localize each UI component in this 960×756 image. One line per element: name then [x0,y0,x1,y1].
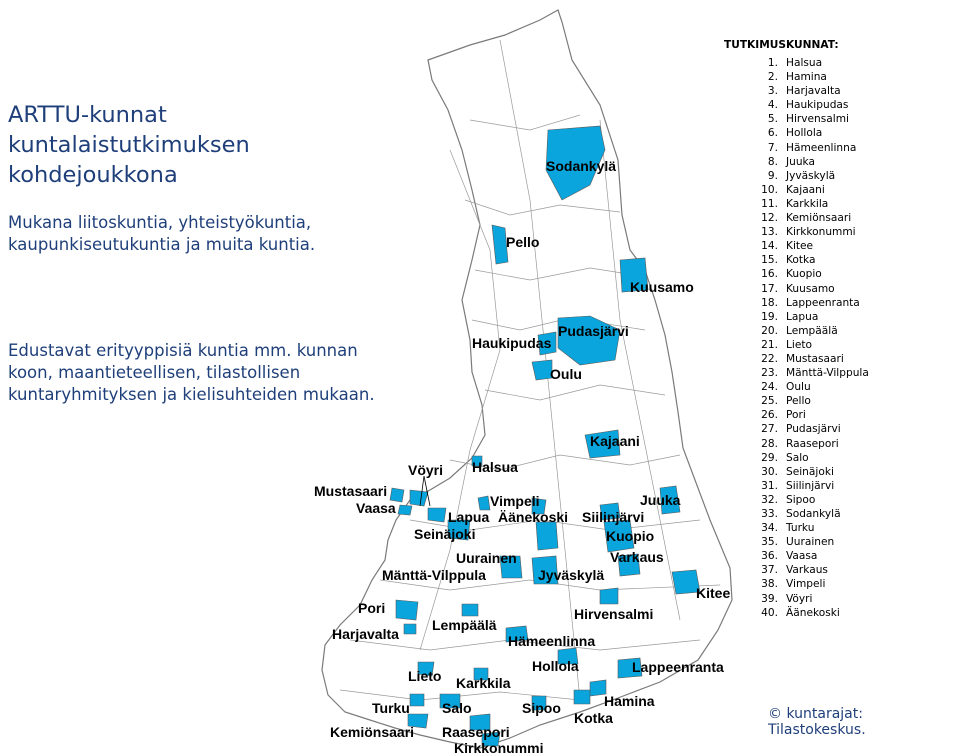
legend-item-number: 31. [761,479,778,492]
legend-item-name: Turku [786,522,815,535]
legend-item [724,451,960,465]
page-title: ARTTU-kunnat kuntalaistutkimuksen kohdejoukkona [8,102,250,188]
legend-item-number: 13. [761,226,778,239]
legend-item [724,155,960,169]
legend-item-name: Halsua [786,57,823,69]
map-label-hollola: Hollola [532,658,579,674]
legend-item-name: Kuusamo [786,282,835,295]
legend-item-number: 20. [761,324,778,337]
legend-item-number: 1. [767,57,778,69]
legend-item-name: Vöyri [786,592,813,605]
legend-item-name: Oulu [786,381,811,394]
legend-item [724,84,960,98]
map-label-kuusamo: Kuusamo [630,279,694,295]
legend-item-name: Uurainen [786,536,835,549]
legend-item-number: 3. [767,85,778,98]
map-label-varkaus: Varkaus [610,549,664,565]
map-label-manttavilppula: Mänttä-Vilppula [382,567,486,583]
legend-item-name: Sodankylä [786,508,841,520]
legend-list [724,56,960,620]
legend-item-name: Salo [786,451,809,464]
legend-item-number: 32. [761,493,778,506]
map-label-lieto: Lieto [408,668,442,684]
legend-item-name: Kuopio [786,268,822,281]
map-label-lappeenranta: Lappeenranta [632,659,724,675]
legend-item-name: Sipoo [786,493,816,506]
map-label-hameenlinna: Hämeenlinna [508,633,596,649]
vaasa-area [398,505,412,515]
source-credit: © kuntarajat: Tilastokeskus. [768,706,866,738]
legend [724,38,960,620]
legend-item-number: 2. [767,71,778,84]
legend-item [724,338,960,352]
legend-item [724,70,960,84]
lempaala-area [462,604,478,616]
legend-item-number: 10. [761,183,778,196]
legend-item [724,141,960,155]
legend-item [724,577,960,591]
legend-item-number: 26. [761,409,778,422]
map-label-pori: Pori [358,600,386,616]
map-label-vimpeli: Vimpeli [490,493,540,509]
legend-item-number: 34. [761,522,778,535]
legend-item-number: 7. [767,141,778,154]
hirvensalmi-area [600,588,618,604]
legend-item-number: 14. [761,240,778,253]
legend-item-name: Kajaani [786,183,825,196]
legend-item-name: Hämeenlinna [786,141,857,154]
legend-item-name: Raasepori [786,437,839,450]
legend-item-name: Kirkkonummi [786,226,856,239]
legend-item [724,479,960,493]
vimpeli-area [478,496,490,510]
map-label-juuka: Juuka [640,492,681,508]
pori-area [396,600,418,620]
legend-item [724,98,960,112]
legend-item [724,352,960,366]
legend-item-number: 5. [767,113,778,126]
map-label-siilinjarvi: Siilinjärvi [582,509,645,525]
legend-item [724,563,960,577]
harjavalta-area [404,624,416,634]
legend-item [724,437,960,451]
uurainen-area [536,522,558,550]
legend-item-number: 38. [761,578,778,591]
map-label-haukipudas: Haukipudas [472,335,552,351]
page-description: Edustavat erityyppisiä kuntia mm. kunnan koon, maantieteellisen, tilastollisen kuntaryhmityksen ja kielisuhteiden mukaan. [8,341,375,404]
legend-item-number: 21. [761,338,778,351]
legend-item-name: Lappeenranta [786,296,860,309]
turku-area [410,694,424,706]
legend-item-number: 9. [767,169,778,182]
legend-item-number: 28. [761,437,778,450]
map-label-kirkkonummi: Kirkkonummi [454,740,544,756]
legend-item-name: Juuka [786,155,815,168]
legend-item-name: Lapua [786,310,819,323]
legend-item-name: Pudasjärvi [786,423,841,436]
map-label-raasepori: Raasepori [442,724,510,740]
legend-item [724,366,960,380]
legend-item-name: Kotka [786,254,816,267]
legend-item-number: 30. [761,465,778,478]
map-label-hamina: Hamina [604,693,655,709]
legend-item-name: Lieto [786,338,812,351]
legend-item-name: Mustasaari [786,352,844,365]
map-label-uurainen: Uurainen [456,550,517,566]
map-label-kajaani: Kajaani [590,433,640,449]
map-label-kuopio: Kuopio [606,528,655,544]
map-label-aanekoski: Äänekoski [498,509,569,525]
legend-item-number: 22. [761,352,778,365]
legend-item [724,394,960,408]
legend-item-number: 11. [761,197,778,210]
legend-item [724,507,960,521]
legend-item-number: 15. [761,254,778,267]
map-label-jyvaskyla: Jyväskylä [538,567,605,583]
map-label-lapua: Lapua [448,509,490,525]
map-label-voyri: Vöyri [408,462,444,478]
legend-item [724,296,960,310]
legend-item-name: Jyväskylä [786,169,836,182]
legend-item-number: 18. [761,296,778,309]
legend-item [724,225,960,239]
legend-item-name: Mänttä-Vilppula [786,367,869,380]
legend-item-name: Vimpeli [786,578,826,591]
legend-item-name: Haukipudas [786,99,849,112]
map-label-karkkila: Karkkila [456,675,511,691]
legend-item [724,253,960,267]
legend-item [724,310,960,324]
legend-item [724,380,960,394]
kotka-area [574,690,590,704]
legend-item [724,324,960,338]
legend-item-number: 23. [761,367,778,380]
map-label-turku: Turku [372,700,410,716]
map-label-seinajoki: Seinäjoki [414,526,476,542]
legend-item-number: 33. [761,508,778,520]
legend-item [724,169,960,183]
legend-item-name: Lempäälä [786,324,838,337]
legend-item-name: Siilinjärvi [786,479,835,492]
map-label-lempaala: Lempäälä [432,617,497,633]
legend-item-number: 36. [761,550,778,563]
map-label-vaasa: Vaasa [356,500,396,516]
map-label-sodankyla: Sodankylä [546,158,617,174]
finland-map [300,0,770,756]
legend-item-number: 35. [761,536,778,549]
legend-item-name: Kemiönsaari [786,212,852,225]
legend-item-number: 24. [761,381,778,394]
legend-item-number: 16. [761,268,778,281]
map-label-kitee: Kitee [696,585,731,601]
legend-item [724,592,960,606]
legend-item [724,56,960,70]
legend-item-name: Äänekoski [786,606,840,619]
legend-item-name: Hollola [786,127,823,140]
legend-item [724,521,960,535]
legend-item-number: 12. [761,212,778,225]
legend-item-name: Pori [786,409,806,422]
legend-item-number: 4. [767,99,778,112]
legend-item [724,211,960,225]
legend-item [724,549,960,563]
map-label-halsua: Halsua [472,459,518,475]
legend-item-name: Seinäjoki [786,465,834,478]
legend-item [724,267,960,281]
legend-item-name: Vaasa [786,550,818,563]
legend-item [724,422,960,436]
legend-item [724,197,960,211]
legend-item [724,606,960,620]
legend-item-name: Pello [786,395,811,408]
map-label-harjavalta: Harjavalta [332,626,399,642]
legend-title: TUTKIMUSKUNNAT: [724,39,839,51]
map-label-mustasaari: Mustasaari [314,483,388,499]
legend-item-name: Kitee [786,240,814,253]
legend-item [724,465,960,479]
legend-item [724,535,960,549]
map-label-kotka: Kotka [574,710,613,726]
legend-item-name: Hamina [786,71,827,84]
legend-item-number: 27. [761,423,778,436]
legend-item [724,112,960,126]
legend-item [724,408,960,422]
legend-item-number: 37. [761,564,778,577]
legend-item-number: 6. [767,127,778,140]
legend-item-name: Varkaus [786,564,828,577]
map-label-pudasjarvi: Pudasjärvi [558,323,629,339]
legend-item-name: Karkkila [786,197,829,210]
page-subtitle: Mukana liitoskuntia, yhteistyökuntia, kaupunkiseutukuntia ja muita kuntia. [8,213,316,254]
legend-item [724,183,960,197]
map-label-hirvensalmi: Hirvensalmi [574,606,654,622]
map-label-salo: Salo [442,700,472,716]
map-label-sipoo: Sipoo [522,700,561,716]
legend-item-name: Hirvensalmi [786,113,849,126]
legend-item [724,126,960,140]
legend-item [724,282,960,296]
legend-item [724,239,960,253]
map-label-oulu: Oulu [550,366,582,382]
legend-item-number: 40. [761,606,778,619]
legend-item-name: Harjavalta [786,85,841,98]
legend-item-number: 29. [761,451,778,464]
legend-item-number: 39. [761,592,778,605]
legend-item-number: 8. [767,155,778,168]
map-label-pello: Pello [506,234,540,250]
map-label-kemionsaari: Kemiönsaari [330,724,415,740]
legend-item [724,493,960,507]
lapua-area [428,508,446,522]
legend-item-number: 25. [761,395,778,408]
legend-item-number: 17. [761,282,778,295]
legend-item-number: 19. [761,310,778,323]
